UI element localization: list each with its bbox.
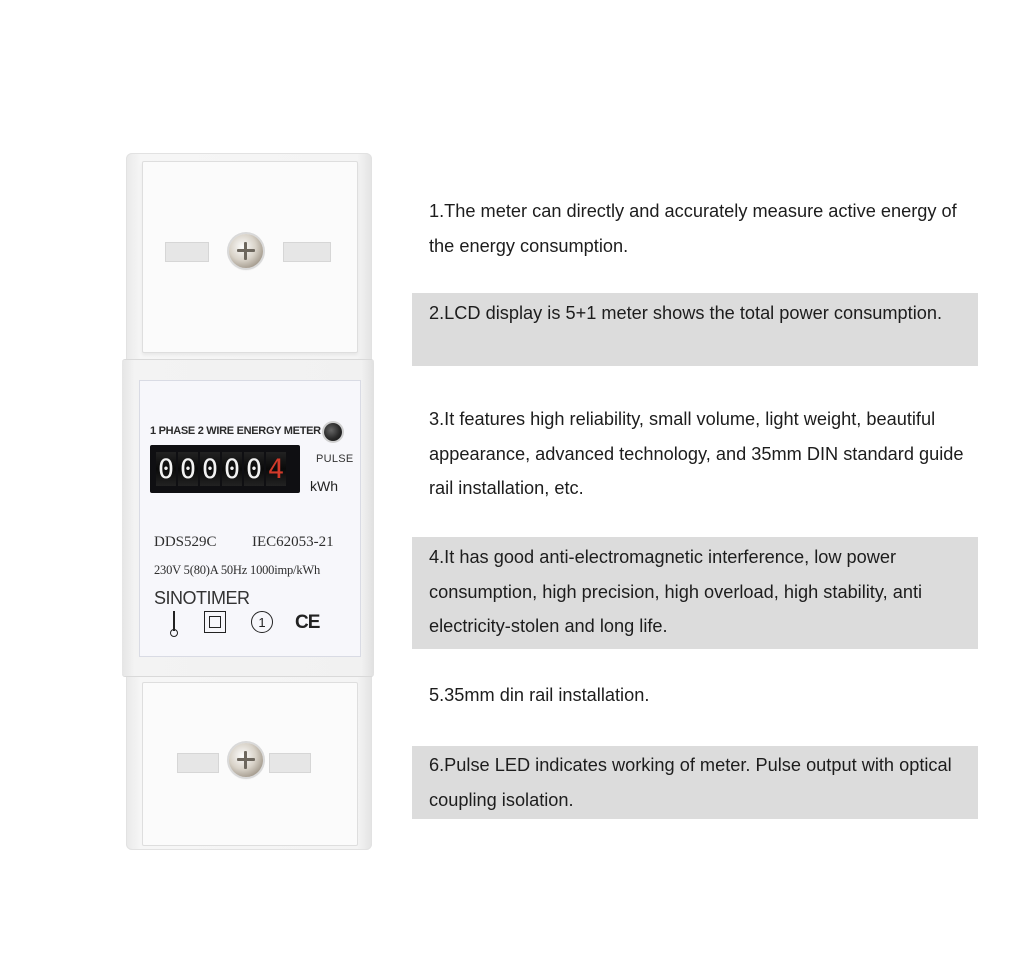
feature-text: 4.It has good anti-electromagnetic interference, low power consumption, high precision, high overload, high stability, anti electricity-stolen and long life.: [429, 547, 923, 636]
counter-decimal-digit: 4: [267, 453, 285, 485]
top-terminal-cover: [142, 161, 358, 353]
counter-digit: 0: [157, 453, 175, 485]
feature-text: 5.35mm din rail installation.: [429, 685, 650, 705]
ground-icon: [168, 611, 180, 637]
pulse-label: PULSE: [316, 453, 354, 465]
rating-text: 230V 5(80)A 50Hz 1000imp/kWh: [154, 563, 321, 577]
feature-item: [412, 293, 978, 366]
feature-text: 6.Pulse LED indicates working of meter. Pulse output with optical coupling isolation.: [429, 755, 952, 810]
ce-mark-icon: CE: [295, 612, 320, 633]
counter-digit: 0: [245, 453, 263, 485]
feature-item: [412, 746, 978, 819]
pulse-led-icon: [324, 423, 342, 441]
feature-item: [412, 537, 978, 649]
bottom-terminal-housing: [126, 670, 372, 850]
brand-name: SINOTIMER: [154, 588, 250, 608]
feature-item: [412, 677, 978, 713]
bottom-terminal-screw: [229, 743, 263, 777]
top-terminal-screw: [229, 234, 263, 268]
counter-digit: 0: [201, 453, 219, 485]
top-right-slot: [283, 242, 331, 262]
top-left-slot: [165, 242, 209, 262]
unit-label: kWh: [310, 478, 338, 494]
counter-digit: 0: [223, 453, 241, 485]
top-terminal-housing: [126, 153, 372, 368]
double-insulation-icon: [204, 611, 226, 633]
counter-digit: 0: [179, 453, 197, 485]
bottom-right-slot: [269, 753, 311, 773]
energy-meter: [0, 0, 400, 974]
model-number: DDS529C: [154, 534, 217, 550]
meter-title: 1 PHASE 2 WIRE ENERGY METER: [150, 425, 321, 437]
meter-faceplate: [139, 380, 361, 657]
standard-number: IEC62053-21: [252, 534, 334, 550]
register-counter: [150, 445, 300, 493]
bottom-left-slot: [177, 753, 219, 773]
feature-text: 3.It features high reliability, small volume, light weight, beautiful appearance, advanced technology, and 35mm DIN standard guide rail installation, etc.: [429, 409, 964, 498]
feature-list: [412, 0, 978, 974]
feature-item: [412, 193, 978, 263]
accuracy-class-icon: 1: [251, 611, 273, 633]
bottom-terminal-cover: [142, 682, 358, 846]
feature-text: 1.The meter can directly and accurately measure active energy of the energy consumption.: [429, 201, 957, 256]
feature-item: [412, 401, 978, 506]
feature-text: 2.LCD display is 5+1 meter shows the total power consumption.: [429, 303, 943, 323]
